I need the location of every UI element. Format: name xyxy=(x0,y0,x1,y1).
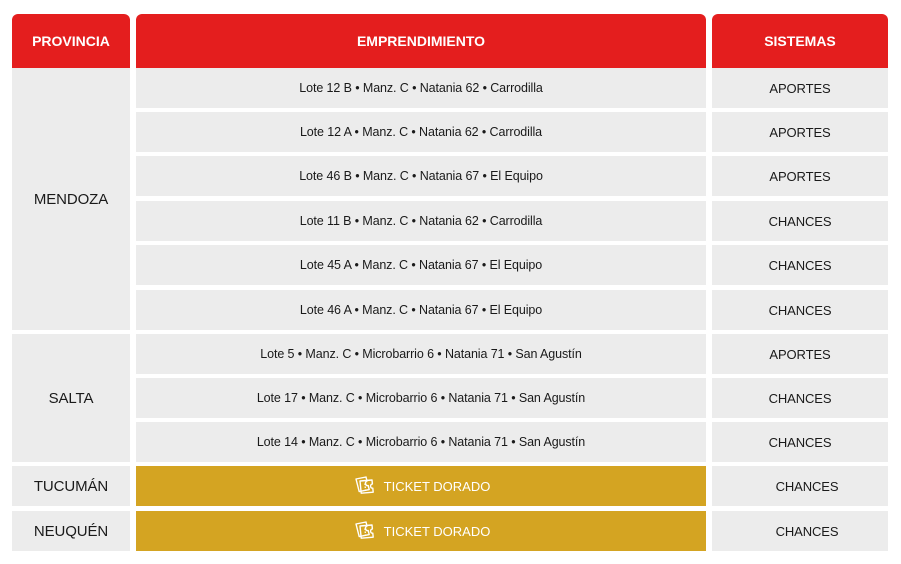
table-row-emprendimiento xyxy=(136,112,706,152)
header-sistemas xyxy=(712,14,888,68)
table-row-sistema xyxy=(712,112,888,152)
table-row-sistema xyxy=(712,245,888,285)
table-row-emprendimiento xyxy=(136,334,706,374)
province-label: SALTA xyxy=(48,389,94,407)
province-label: MENDOZA xyxy=(33,190,109,208)
table-row-sistema xyxy=(712,422,888,462)
header-sistemas-label: SISTEMAS xyxy=(764,33,836,49)
header-provincia xyxy=(12,14,130,68)
province-cell-mendoza xyxy=(12,68,130,330)
table-row-sistema xyxy=(712,290,888,330)
province-cell-tucuman xyxy=(12,466,130,506)
header-emprendimiento-label: EMPRENDIMIENTO xyxy=(356,33,486,49)
sistema-text: CHANCES xyxy=(775,478,839,494)
sistema-text: CHANCES xyxy=(775,523,839,539)
ticket-dorado-banner xyxy=(136,466,706,506)
header-provincia-label: PROVINCIA xyxy=(32,33,110,49)
emprendimiento-text: Lote 11 B • Manz. C • Natania 62 • Carrodilla xyxy=(299,214,543,228)
table-row-sistema xyxy=(712,511,888,551)
province-label: TUCUMÁN xyxy=(33,477,109,495)
emprendimiento-text: Lote 46 A • Manz. C • Natania 67 • El Equipo xyxy=(299,303,543,317)
ticket-dorado-banner xyxy=(136,511,706,551)
table-row-emprendimiento xyxy=(136,68,706,108)
sistema-text: APORTES xyxy=(769,168,831,184)
sistema-text: CHANCES xyxy=(768,213,832,229)
table-row-sistema xyxy=(712,466,888,506)
emprendimiento-text: Lote 17 • Manz. C • Microbarrio 6 • Natania 71 • San Agustín xyxy=(256,391,586,405)
emprendimiento-text: Lote 12 B • Manz. C • Natania 62 • Carrodilla xyxy=(299,81,543,95)
table-row-emprendimiento xyxy=(136,201,706,241)
table-row-sistema xyxy=(712,334,888,374)
table-row-emprendimiento xyxy=(136,290,706,330)
table-row-sistema xyxy=(712,201,888,241)
header-emprendimiento xyxy=(136,14,706,68)
emprendimiento-text: Lote 5 • Manz. C • Microbarrio 6 • Natania 71 • San Agustín xyxy=(260,347,582,361)
ticket-dorado-label: TICKET DORADO xyxy=(383,523,491,539)
province-label: NEUQUÉN xyxy=(33,522,109,540)
sistema-text: APORTES xyxy=(769,80,831,96)
province-cell-salta xyxy=(12,334,130,462)
emprendimiento-text: Lote 14 • Manz. C • Microbarrio 6 • Natania 71 • San Agustín xyxy=(256,435,586,449)
ticket-icon xyxy=(352,475,376,497)
emprendimiento-text: Lote 46 B • Manz. C • Natania 67 • El Equipo xyxy=(299,169,543,183)
table-row-emprendimiento xyxy=(136,378,706,418)
sistema-text: CHANCES xyxy=(768,302,832,318)
ticket-dorado-label: TICKET DORADO xyxy=(383,478,491,494)
table-row-emprendimiento xyxy=(136,245,706,285)
table-row-sistema xyxy=(712,68,888,108)
province-cell-neuquen xyxy=(12,511,130,551)
sistema-text: APORTES xyxy=(769,346,831,362)
emprendimiento-text: Lote 12 A • Manz. C • Natania 62 • Carrodilla xyxy=(299,125,543,139)
table-row-sistema xyxy=(712,378,888,418)
emprendimiento-text: Lote 45 A • Manz. C • Natania 67 • El Equipo xyxy=(299,258,543,272)
table-row-emprendimiento xyxy=(136,422,706,462)
table-row-emprendimiento xyxy=(136,156,706,196)
table-row-sistema xyxy=(712,156,888,196)
ticket-icon xyxy=(352,520,376,542)
sistema-text: CHANCES xyxy=(768,434,832,450)
sistema-text: APORTES xyxy=(769,124,831,140)
sistema-text: CHANCES xyxy=(768,390,832,406)
sistema-text: CHANCES xyxy=(768,257,832,273)
